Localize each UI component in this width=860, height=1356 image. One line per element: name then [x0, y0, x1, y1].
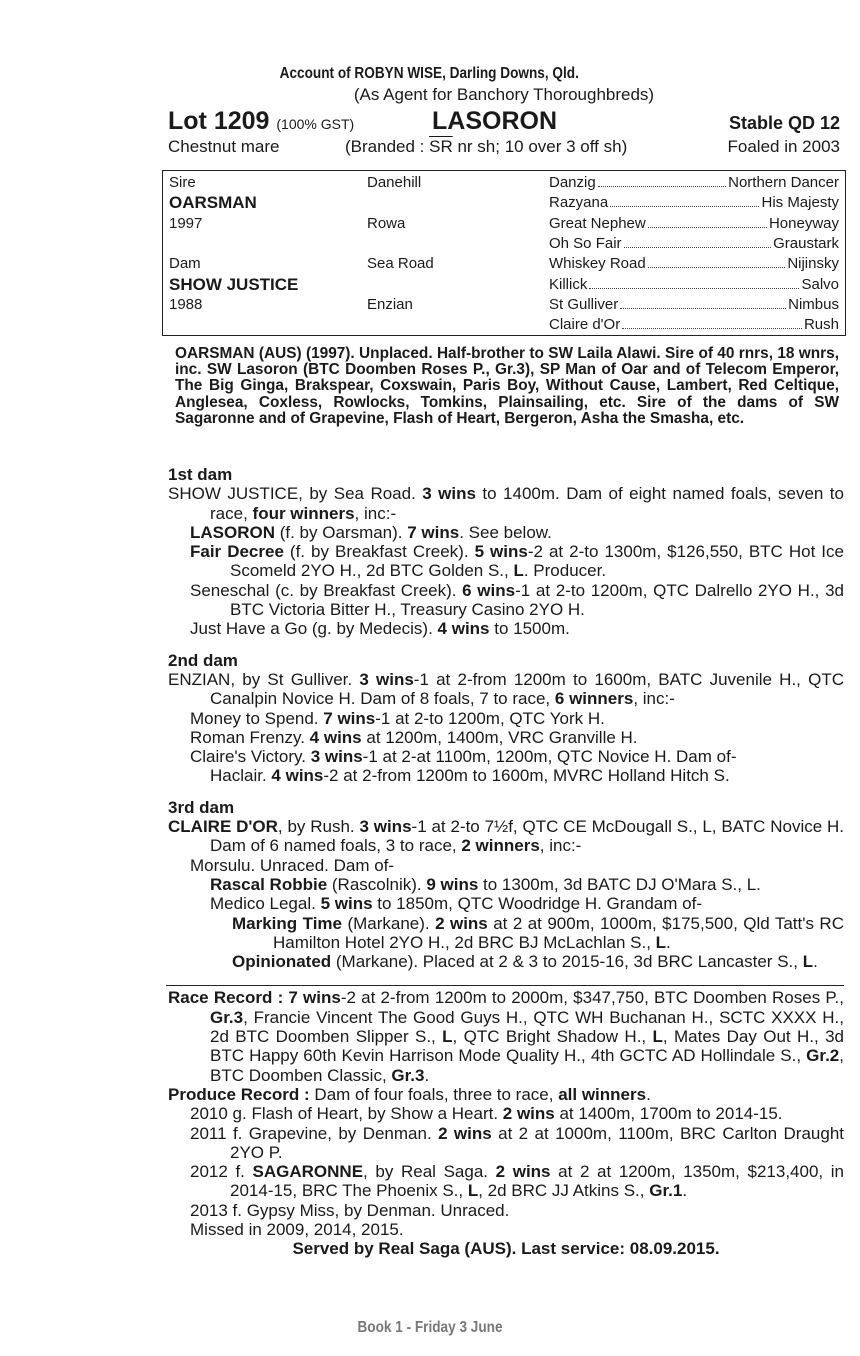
ancestor-name: Claire d'Or [549, 316, 621, 334]
progeny-entry [168, 875, 844, 894]
text-run: (f. by Breakfast Creek). [283, 542, 475, 562]
bold-text: 9 wins [426, 874, 479, 894]
text-run: , Mates Day Out H., 3d BTC Happy 60th Kevin Harrison Mode Quality H., 4th GCTC AD Hollindale S., [210, 1027, 844, 1066]
progeny-entry [168, 542, 844, 581]
bold-text: Produce Record : [168, 1084, 315, 1104]
pedigree-col1: OARSMAN [169, 193, 257, 213]
text-run: , QTC Bright Shadow H., [452, 1027, 653, 1047]
gst-note: (100% GST) [276, 116, 355, 132]
dotted-leader [622, 316, 802, 329]
pedigree-col2: Danehill [367, 174, 422, 191]
dotted-leader [624, 235, 772, 248]
text-run: , inc:- [354, 503, 397, 523]
progeny-entry [168, 619, 844, 638]
bold-text: L [652, 1027, 663, 1047]
bold-text: 2 wins [495, 1162, 551, 1182]
pedigree-row [163, 235, 845, 255]
bold-text: 2 wins [435, 913, 488, 933]
bold-text: 2 wins [438, 1123, 492, 1143]
text-run: Haclair. [210, 766, 272, 786]
pedigree-col1: 1988 [169, 295, 203, 313]
agent-line: (As Agent for Banchory Thoroughbreds) [353, 85, 655, 104]
pedigree-col3 [549, 276, 839, 293]
text-run: -1 at 2-to 7½f, QTC CE McDougall S., L, BATC Novice H. Dam of 6 named foals, 3 to race, [210, 817, 844, 856]
bold-text: 3 wins [310, 747, 363, 767]
progeny-entry [168, 523, 844, 542]
bold-text: 6 wins [462, 580, 516, 600]
foal-entry [168, 1162, 844, 1201]
bold-text: L [442, 1027, 453, 1047]
bold-text: 6 winners [554, 689, 634, 709]
pedigree-col1: Dam [169, 255, 201, 273]
ancestor-sire: Northern Dancer [728, 174, 839, 191]
bold-text: Opinionated [232, 952, 332, 972]
bold-text: 5 wins [320, 894, 373, 914]
text-run: . [424, 1065, 430, 1085]
text-run: 2013 f. Gypsy Miss, by Denman. Unraced. [190, 1200, 510, 1220]
brand-suffix: nr sh; 10 over 3 off sh) [452, 137, 628, 156]
text-run: (Markane). [342, 913, 436, 933]
text-run: . [813, 952, 818, 972]
bold-text: Gr.2 [806, 1046, 840, 1066]
text-run: . See below. [459, 522, 552, 542]
bold-text: 3 wins [359, 817, 412, 837]
ancestor-name: Razyana [549, 194, 609, 212]
bold-text: Gr.3 [391, 1065, 425, 1085]
dam-paragraph [168, 670, 844, 709]
pedigree-row [163, 215, 845, 235]
ancestor-sire: Rush [803, 316, 839, 334]
text-run: to 1500m. [489, 619, 570, 639]
brand-info [345, 137, 627, 157]
horse-description: Chestnut mare [168, 137, 280, 156]
bold-text: Marking Time [232, 913, 342, 933]
progeny-entry [168, 728, 844, 747]
text-run: -2 at 2-to 1300m, $126,550, BTC Hot Ice Scomeld 2YO H., 2d BTC Golden S., [230, 542, 844, 581]
text-run: Money to Spend. [190, 708, 324, 728]
progeny-entry [168, 581, 844, 620]
pedigree-col1: Sire [169, 174, 196, 191]
bold-text: 4 wins [309, 727, 362, 747]
text-run: (f. by Oarsman). [275, 522, 408, 542]
bold-text: L [802, 952, 814, 972]
progeny-entry [168, 709, 844, 728]
text-run: Morsulu. Unraced. Dam of- [190, 855, 395, 875]
foal-entry [168, 1104, 844, 1123]
catalogue-body [168, 465, 844, 1259]
pedigree-col2: Enzian [367, 295, 413, 313]
third-dam-heading: 3rd dam [168, 797, 235, 817]
pedigree-row [163, 316, 845, 336]
text-run: to 1300m, 3d BATC DJ O'Mara S., L. [478, 874, 761, 894]
pedigree-row [163, 194, 845, 214]
bold-text: four winners [252, 503, 355, 523]
text-run: . [646, 1084, 651, 1104]
progeny-entry [168, 766, 844, 785]
text-run: . Producer. [523, 561, 607, 581]
text-run: , by Rush. [277, 817, 360, 837]
text-run: -1 at 2-at 1100m, 1200m, QTC Novice H. Dam of- [362, 747, 737, 767]
pedigree-row [163, 276, 845, 296]
text-run: . [682, 1181, 688, 1201]
pedigree-col1: SHOW JUSTICE [169, 274, 299, 294]
text-run: to 1400m. Dam of eight named foals, seven to race, [210, 484, 844, 523]
ancestor-name: Great Nephew [549, 214, 646, 232]
divider [166, 985, 844, 986]
ancestor-sire: Salvo [801, 275, 839, 293]
progeny-entry [168, 856, 844, 875]
text-run: 2010 g. Flash of Heart, by Show a Heart. [190, 1104, 503, 1124]
ancestor-sire: His Majesty [761, 194, 839, 212]
progeny-entry [168, 914, 844, 953]
text-run: -1 at 2-from 1200m to 1600m, BATC Juvenile H., QTC Canalpin Novice H. Dam of 8 foals, 7 to race, [210, 669, 844, 709]
progeny-entry [168, 894, 844, 913]
first-dam-heading: 1st dam [168, 465, 233, 484]
bold-text: L [655, 932, 667, 952]
bold-text: 5 wins [474, 542, 528, 562]
pedigree-col3 [549, 194, 839, 211]
horse-name: LASORON [432, 107, 557, 135]
dam-paragraph [168, 484, 844, 523]
dotted-leader [610, 194, 759, 207]
progeny-entry [168, 747, 844, 766]
ancestor-name: Killick [549, 275, 588, 293]
dotted-leader [648, 215, 767, 228]
text-run: , BTC Doomben Classic, [210, 1046, 844, 1085]
text-run: , Francie Vincent The Good Guys H., QTC WH Buchanan H., SCTC XXXX H., 2d BTC Doomben Slipper S., [210, 1007, 844, 1047]
text-run: at 2 at 900m, 1000m, $175,500, Qld Tatt's RC Hamilton Hotel 2YO H., 2d BRC BJ McLachlan S., [273, 913, 844, 952]
dotted-leader [620, 296, 786, 309]
text-run: 2012 f. [190, 1162, 253, 1182]
bold-text: LASORON [190, 522, 275, 542]
text-run: Claire's Victory. [190, 747, 311, 767]
pedigree-col2: Sea Road [367, 255, 434, 273]
pedigree-col2: Rowa [367, 214, 406, 232]
text-run: , 2d BRC JJ Atkins S., [478, 1181, 650, 1201]
dotted-leader [598, 174, 726, 187]
text-run: ENZIAN, by St Gulliver. [168, 669, 360, 689]
bold-text: Fair Decree [190, 542, 284, 562]
lot-label: Lot 1209 [168, 107, 270, 135]
bold-text: 3 wins [422, 484, 476, 504]
bold-text: SAGARONNE [252, 1162, 364, 1182]
foal-entry [168, 1220, 844, 1239]
text-run: -1 at 2-to 1200m, QTC York H. [375, 708, 605, 728]
bold-text: Gr.3 [210, 1007, 244, 1027]
text-run: -1 at 2-to 1200m, QTC Dalrello 2YO H., 3d BTC Victoria Bitter H., Treasury Casino 2YO H. [230, 580, 844, 620]
text-run: , by Real Saga. [363, 1162, 496, 1182]
pedigree-table [162, 170, 846, 336]
dotted-leader [648, 255, 786, 268]
text-run: to 1850m, QTC Woodridge H. Grandam of- [372, 894, 702, 914]
ancestor-name: Danzig [549, 174, 596, 191]
text-run: (Rascolnik). [327, 874, 427, 894]
ancestor-name: Oh So Fair [549, 234, 622, 252]
ancestor-sire: Nimbus [788, 295, 839, 313]
dotted-leader [589, 276, 799, 289]
bold-text: 4 wins [437, 619, 490, 639]
produce-record [168, 1085, 844, 1104]
text-run: (Markane). Placed at 2 & 3 to 2015-16, 3d BRC Lancaster S., [331, 952, 803, 972]
text-run: Just Have a Go (g. by Medecis). [190, 619, 438, 639]
ancestor-name: Whiskey Road [549, 255, 646, 273]
bold-text: 2 wins [502, 1104, 555, 1124]
pedigree-row [163, 296, 845, 316]
text-run: at 2 at 1000m, 1100m, BRC Carlton Draught 2YO P. [230, 1123, 844, 1162]
bold-text: 7 wins [407, 522, 460, 542]
text-run: -2 at 2-from 1200m to 2000m, $347,750, BTC Doomben Roses P., [340, 988, 844, 1008]
bold-text: Gr.1 [649, 1181, 683, 1201]
ancestor-sire: Graustark [773, 234, 839, 252]
text-run: SHOW JUSTICE, by Sea Road. [168, 484, 423, 504]
pedigree-col3 [549, 316, 839, 333]
text-run: , inc:- [633, 689, 675, 709]
dam-paragraph [168, 817, 844, 856]
brand-prefix: (Branded : [345, 137, 430, 156]
progeny-entry [168, 952, 844, 971]
bold-text: 7 wins [288, 988, 341, 1008]
brand-mark: $\overline{SR}$ [429, 137, 453, 156]
text-run: Medico Legal. [210, 894, 321, 914]
pedigree-col1: 1997 [169, 214, 203, 232]
service-note: Served by Real Saga (AUS). Last service: 08.09.2015. [292, 1239, 720, 1259]
pedigree-row [163, 174, 845, 194]
bold-text: 7 wins [323, 708, 376, 728]
text-run: at 2 at 1200m, 1350m, $213,400, in 2014-15, BRC The Phoenix S., [230, 1162, 844, 1201]
pedigree-row [163, 255, 845, 275]
foal-entry [168, 1124, 844, 1163]
sire-blurb: OARSMAN (AUS) (1997). Unplaced. Half-brother to SW Laila Alawi. Sire of 40 rnrs, 18 wnrs, inc. SW Lasoron (BTC Doomben Roses P., Gr.3), SP Man of Oar and of Telecom Emperor, The Big Ginga, Brakspear, Coxswain, Paris Boy, Without Cause, Lambert, Red Celtique, Anglesea, Coxless, Rowlocks, Tomkins, Plainsailing, etc. Sire of the dams of SW Sagaronne and of Grapevine, Flash of Heart, Bergeron, Asha the Smasha, etc. [175, 345, 839, 427]
bold-text: Race Record : [168, 988, 289, 1008]
text-run: 2011 f. Grapevine, by Denman. [190, 1123, 439, 1143]
text-run: Dam of four foals, three to race, [314, 1084, 559, 1104]
text-run: , inc:- [539, 836, 582, 856]
text-run: Missed in 2009, 2014, 2015. [190, 1219, 404, 1239]
bold-text: L [513, 561, 524, 581]
stable-number: Stable QD 12 [728, 113, 840, 133]
pedigree-col3 [549, 174, 839, 191]
bold-text: L [467, 1181, 479, 1201]
text-run: -2 at 2-from 1200m to 1600m, MVRC Holland Hitch S. [323, 766, 730, 786]
text-run: at 1400m, 1700m to 2014-15. [554, 1104, 783, 1124]
ancestor-name: St Gulliver [549, 295, 619, 313]
pedigree-col3 [549, 296, 839, 313]
vendor-line: Account of ROBYN WISE, Darling Downs, Qld. [279, 65, 579, 82]
race-record [168, 988, 844, 1084]
ancestor-sire: Nijinsky [787, 255, 839, 273]
text-run: at 1200m, 1400m, VRC Granville H. [361, 727, 638, 747]
bold-text: CLAIRE D'OR [168, 817, 278, 837]
second-dam-heading: 2nd dam [168, 650, 238, 670]
pedigree-col3 [549, 255, 839, 272]
page-footer: Book 1 - Friday 3 June [357, 1319, 503, 1336]
text-run: Roman Frenzy. [190, 727, 310, 747]
bold-text: all winners [558, 1084, 647, 1104]
bold-text: 4 wins [271, 766, 324, 786]
lot-number [168, 107, 354, 136]
foaled-year: Foaled in 2003 [727, 137, 840, 156]
foal-entry [168, 1201, 844, 1220]
pedigree-col3 [549, 235, 839, 252]
ancestor-sire: Honeyway [768, 214, 839, 232]
bold-text: 2 winners [461, 836, 540, 856]
text-run: Seneschal (c. by Breakfast Creek). [190, 580, 463, 600]
text-run: . [666, 932, 671, 952]
bold-text: 3 wins [359, 669, 414, 689]
bold-text: Rascal Robbie [210, 874, 328, 894]
pedigree-col3 [549, 215, 839, 232]
